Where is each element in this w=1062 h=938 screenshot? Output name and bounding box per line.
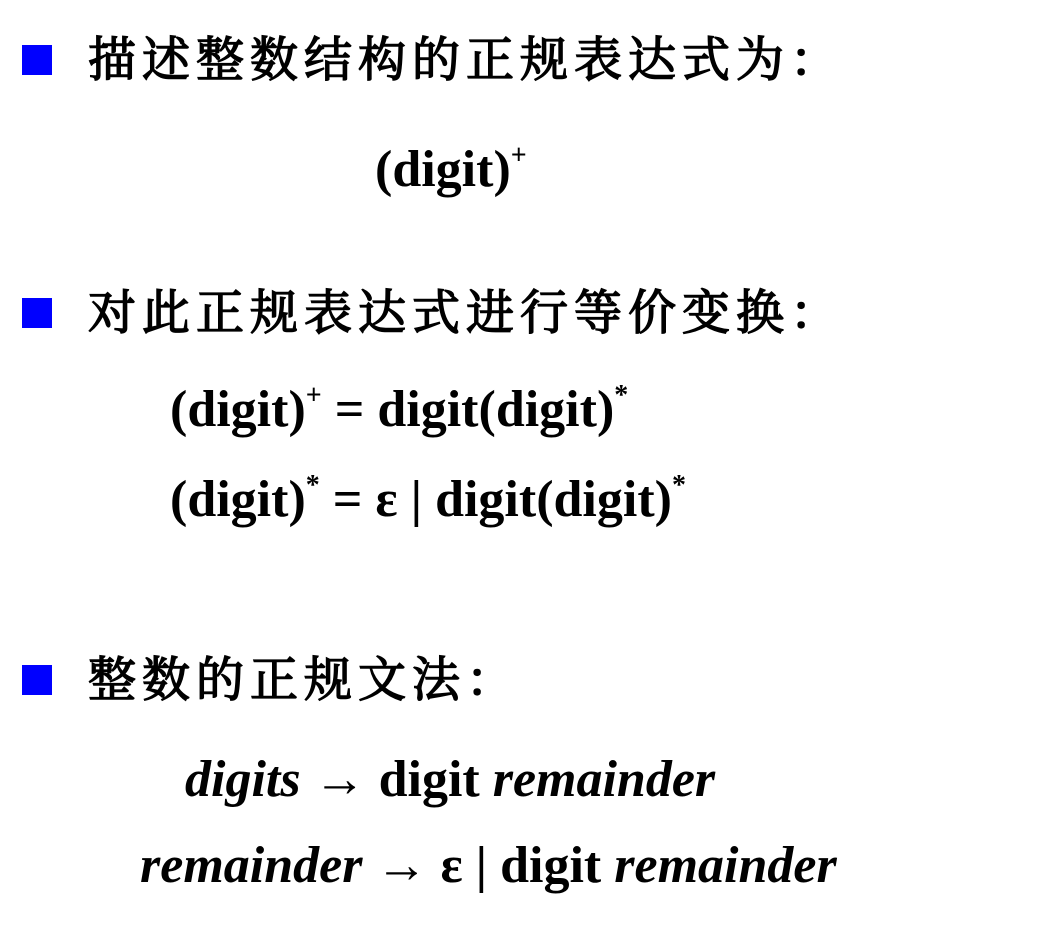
square-bullet-icon xyxy=(22,665,52,695)
line1-lhs: (digit) xyxy=(170,381,306,438)
section-2-heading: 对此正规表达式进行等价变换： xyxy=(88,285,845,341)
grammar-rule-2 xyxy=(140,836,837,896)
grammar-rule-1 xyxy=(185,750,715,810)
rule2-arrow: → xyxy=(362,837,441,894)
square-bullet-icon xyxy=(22,298,52,328)
line2-rhs: = ε | digit(digit) xyxy=(319,471,672,528)
line2-lhs: (digit) xyxy=(170,471,306,528)
rule2-nonterminal: remainder xyxy=(140,837,363,894)
rule2-nonterminal-2: remainder xyxy=(614,837,837,894)
rule2-rest: ε | digit xyxy=(440,837,615,894)
formula-superscript: + xyxy=(510,140,527,171)
rule1-arrow: → xyxy=(300,751,379,808)
line1-rhs: = digit(digit) xyxy=(321,381,615,438)
section-3-heading: 整数的正规文法： xyxy=(88,652,521,708)
section-2-heading-row xyxy=(22,283,844,343)
equivalence-line-1 xyxy=(170,380,628,440)
rule1-nonterminal-2: remainder xyxy=(492,751,716,808)
square-bullet-icon xyxy=(22,45,52,75)
rule1-nonterminal: digits xyxy=(185,751,301,808)
line2-rhs-sup: * xyxy=(671,470,686,501)
formula-base: (digit) xyxy=(375,141,511,198)
equivalence-line-2 xyxy=(170,470,686,530)
section-1-heading-row xyxy=(22,30,844,90)
line1-lhs-sup: + xyxy=(305,380,322,411)
line1-rhs-sup: * xyxy=(614,380,629,411)
integer-regex-formula xyxy=(375,140,527,200)
rule1-terminal: digit xyxy=(378,751,493,808)
line2-lhs-sup: * xyxy=(305,470,320,501)
section-1-heading: 描述整数结构的正规表达式为： xyxy=(88,32,845,88)
section-3-heading-row xyxy=(22,650,520,710)
